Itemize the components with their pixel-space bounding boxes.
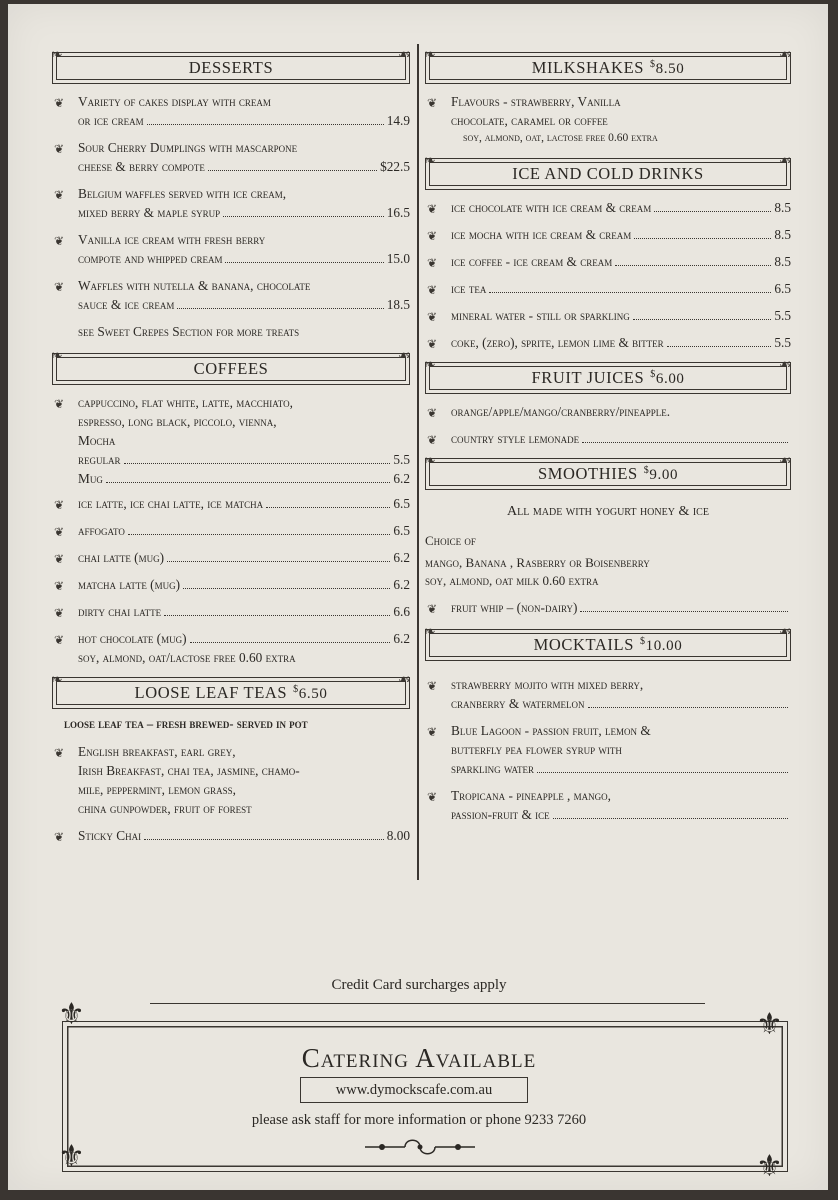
dessert-line: compote and whipped cream: [78, 251, 223, 266]
leaf-icon: ❦: [54, 142, 65, 156]
scroll-ornament-icon: ❧: [424, 48, 437, 63]
coffee-item: [52, 629, 410, 667]
leaf-icon: ❦: [427, 602, 438, 616]
dessert-price: 18.5: [386, 297, 410, 312]
cold-drink-name: ice chocolate with ice cream & cream: [451, 200, 652, 215]
tea-item: [52, 826, 410, 845]
cold-drink-price: 5.5: [774, 308, 791, 323]
cold-drink-item: [425, 279, 791, 298]
leaf-icon: ❦: [54, 746, 65, 760]
leaf-icon: ❦: [54, 96, 65, 110]
cold-drink-item: [425, 252, 791, 271]
dessert-price: 15.0: [386, 251, 410, 266]
tea-item: [52, 742, 410, 818]
juice-name: orange/apple/mango/cranberry/pineapple.: [451, 404, 671, 419]
cold-drink-item: [425, 306, 791, 325]
cold-drink-price: 6.5: [774, 281, 791, 296]
mocktails-title: MOCKTAILS: [533, 635, 634, 654]
tea-price: 8.00: [386, 828, 410, 843]
dessert-line: Vanilla ice cream with fresh berry: [78, 232, 266, 247]
desserts-title: DESSERTS: [188, 58, 274, 77]
fleur-de-lis-icon: ⚜: [756, 1150, 783, 1183]
coffee-name: affogato: [78, 523, 125, 538]
scroll-ornament-icon: ❧: [51, 349, 64, 364]
mocktail-line: strawberry mojito with mixed berry,: [451, 677, 644, 692]
leaf-icon: ❦: [427, 725, 438, 739]
mocktail-line: Blue Lagoon - passion fruit, lemon &: [451, 723, 651, 738]
dessert-price: 14.9: [386, 113, 410, 128]
scroll-ornament-icon: ❧: [51, 673, 64, 688]
tea-name: Sticky Chai: [78, 828, 142, 843]
teas-price: $6.50: [293, 683, 328, 702]
coffee-price: 5.5: [393, 452, 410, 467]
coffee-main-item: [52, 393, 410, 488]
coffee-price: 6.6: [393, 604, 410, 619]
coffees-header: [51, 349, 411, 385]
tea-line: Irish Breakfast, chai tea, jasmine, chamo-: [78, 763, 300, 778]
mocktail-line: passion-fruit & ice: [451, 807, 550, 822]
dessert-item: [52, 230, 410, 268]
fleur-de-lis-icon: ⚜: [58, 998, 85, 1031]
coffee-price: 6.2: [393, 577, 410, 592]
leaf-icon: ❦: [427, 406, 438, 420]
cold-drink-price: 8.5: [774, 200, 791, 215]
right-column: [424, 48, 792, 832]
leaf-icon: ❦: [54, 498, 65, 512]
coffee-price: 6.5: [393, 496, 410, 511]
scroll-ornament-icon: ☙: [778, 154, 792, 169]
cold-drink-name: mineral water - still or sparkling: [451, 308, 630, 323]
smoothies-choice: Choice of: [425, 533, 476, 548]
cold-drink-item: [425, 225, 791, 244]
dessert-line: Waffles with nutella & banana, chocolate: [78, 278, 311, 293]
leaf-icon: ❦: [54, 606, 65, 620]
leaf-icon: ❦: [427, 679, 438, 693]
dessert-line: Belgium waffles served with ice cream,: [78, 186, 287, 201]
coffee-line: espresso, long black, piccolo, vienna,: [78, 414, 277, 429]
scroll-ornament-icon: ❧: [424, 625, 437, 640]
leaf-icon: ❦: [427, 96, 438, 110]
cold-drink-item: [425, 198, 791, 217]
dessert-line: mixed berry & maple syrup: [78, 205, 221, 220]
leaf-icon: ❦: [427, 433, 438, 447]
coffee-item: [52, 521, 410, 540]
coffee-price: 6.2: [393, 631, 410, 646]
leaf-icon: ❦: [54, 234, 65, 248]
coffee-item: [52, 548, 410, 567]
teas-header: [51, 673, 411, 709]
desserts-header: [51, 48, 411, 84]
coffee-item: [52, 602, 410, 621]
milkshakes-header: [424, 48, 792, 84]
leaf-icon: ❦: [427, 256, 438, 270]
leaf-icon: ❦: [54, 188, 65, 202]
scroll-ornament-icon: ☙: [778, 454, 792, 469]
smoothie-item: [425, 598, 791, 617]
leaf-icon: ❦: [427, 283, 438, 297]
dessert-price: 16.5: [386, 205, 410, 220]
leaf-icon: ❦: [427, 229, 438, 243]
dessert-line: Variety of cakes display with cream: [78, 94, 271, 109]
mocktails-price: $10.00: [639, 635, 683, 654]
footer-rule: [150, 1003, 705, 1004]
juice-name: country style lemonade: [451, 431, 580, 446]
cold-drink-name: coke, (zero), sprite, lemon lime & bitter: [451, 335, 664, 350]
coffee-name: dirty chai latte: [78, 604, 162, 619]
mocktail-line: butterfly pea flower syrup with: [451, 742, 622, 757]
coffee-milk-note: soy, almond, oat/lactose free 0.60 extra: [78, 650, 296, 665]
tea-line: English breakfast, earl grey,: [78, 744, 236, 759]
cold-drink-price: 5.5: [774, 335, 791, 350]
smoothies-intro: All made with yogurt honey & ice: [507, 504, 709, 519]
mocktail-line: Tropicana - pineapple , mango,: [451, 788, 612, 803]
milkshake-milk-note: soy, almond, oat, lactose free 0.60 extra: [463, 132, 658, 144]
juices-title: FRUIT JUICES: [531, 368, 645, 387]
smoothies-header: [424, 454, 792, 490]
scroll-ornament-icon: ❧: [51, 48, 64, 63]
dessert-line: cheese & berry compote: [78, 159, 205, 174]
scroll-ornament-icon: ☙: [397, 48, 411, 63]
scroll-ornament-icon: ☙: [778, 358, 792, 373]
leaf-icon: ❦: [54, 579, 65, 593]
coffee-name: hot chocolate (mug): [78, 631, 187, 646]
mocktail-line: cranberry & watermelon: [451, 696, 585, 711]
milkshake-line: Flavours - strawberry, Vanilla: [451, 94, 621, 109]
juice-item: [425, 429, 791, 448]
leaf-icon: ❦: [54, 830, 65, 844]
mocktail-item: [425, 786, 791, 824]
cold-drink-name: ice tea: [451, 281, 487, 296]
coffee-item: [52, 494, 410, 513]
juices-header: [424, 358, 792, 394]
smoothies-milk-note: soy, almond, oat milk 0.60 extra: [425, 573, 599, 588]
cold-drink-price: 8.5: [774, 254, 791, 269]
scroll-ornament-icon: ☙: [397, 673, 411, 688]
cold-drink-item: [425, 333, 791, 352]
dessert-item: [52, 276, 410, 314]
smoothie-name: fruit whip – (non-dairy): [451, 600, 578, 615]
coffee-item: [52, 575, 410, 594]
coffee-size-label: regular: [78, 452, 121, 467]
smoothies-price: $9.00: [643, 464, 679, 483]
coffee-line: cappuccino, flat white, latte, macchiato,: [78, 395, 293, 410]
milkshakes-price: $8.50: [650, 58, 685, 77]
catering-info: please ask staff for more information or phone 9233 7260: [251, 1112, 587, 1128]
dessert-price: $22.5: [380, 159, 410, 174]
dessert-item: [52, 92, 410, 130]
coffee-size-label: Mug: [78, 471, 103, 486]
mocktails-header: [424, 625, 792, 661]
leaf-icon: ❦: [54, 397, 65, 411]
coffee-line: Mocha: [78, 433, 116, 448]
milkshake-line: chocolate, caramel or coffee: [451, 113, 608, 128]
leaf-icon: ❦: [54, 552, 65, 566]
fleur-de-lis-icon: ⚜: [756, 1008, 783, 1041]
leaf-icon: ❦: [427, 310, 438, 324]
dessert-item: [52, 138, 410, 176]
website-url[interactable]: www.dymockscafe.com.au: [300, 1077, 528, 1103]
milkshakes-title: MILKSHAKES: [531, 58, 645, 77]
catering-title: Catering Available: [301, 1043, 537, 1073]
smoothies-flavours: mango, Banana , Rasberry or Boisenberry: [425, 555, 650, 570]
teas-subtitle: loose leaf tea – fresh brewed- served in pot: [64, 717, 308, 731]
coffee-name: matcha latte (mug): [78, 577, 181, 592]
coffee-price: 6.5: [393, 523, 410, 538]
cold-drinks-header: [424, 154, 792, 190]
dessert-line: or ice cream: [78, 113, 144, 128]
leaf-icon: ❦: [427, 337, 438, 351]
juices-price: $6.00: [650, 368, 685, 387]
cold-drinks-title: ICE AND COLD DRINKS: [512, 164, 704, 183]
leaf-icon: ❦: [54, 280, 65, 294]
juice-item: [425, 402, 791, 421]
tea-line: china gunpowder, fruit of forest: [78, 801, 252, 816]
coffee-name: ice latte, ice chai latte, ice matcha: [78, 496, 264, 511]
tea-line: mile, peppermint, lemon grass,: [78, 782, 236, 797]
mocktail-item: [425, 721, 791, 778]
left-column: [51, 48, 411, 853]
mocktail-item: [425, 675, 791, 713]
surcharge-note: Credit Card surcharges apply: [331, 977, 507, 993]
smoothies-title: SMOOTHIES: [537, 464, 638, 483]
scroll-ornament-icon: ❧: [424, 454, 437, 469]
scroll-ornament-icon: ❧: [424, 358, 437, 373]
coffee-name: chai latte (mug): [78, 550, 164, 565]
leaf-icon: ❦: [54, 525, 65, 539]
fleur-de-lis-icon: ⚜: [58, 1140, 85, 1173]
desserts-note: see Sweet Crepes Section for more treats: [78, 324, 300, 339]
scroll-ornament-icon: ☙: [778, 48, 792, 63]
scroll-ornament-icon: ☙: [778, 625, 792, 640]
mocktail-line: sparkling water: [451, 761, 535, 776]
cold-drink-price: 8.5: [774, 227, 791, 242]
leaf-icon: ❦: [54, 633, 65, 647]
swirl-ornament-icon: [360, 1134, 480, 1160]
cold-drink-name: ice coffee - ice cream & cream: [451, 254, 613, 269]
coffee-price: 6.2: [393, 550, 410, 565]
leaf-icon: ❦: [427, 790, 438, 804]
scroll-ornament-icon: ☙: [397, 349, 411, 364]
scroll-ornament-icon: ❧: [424, 154, 437, 169]
dessert-line: Sour Cherry Dumplings with mascarpone: [78, 140, 298, 155]
cold-drink-name: ice mocha with ice cream & cream: [451, 227, 632, 242]
dessert-item: [52, 184, 410, 222]
teas-title: LOOSE LEAF TEAS: [134, 683, 288, 702]
column-divider: [417, 44, 419, 880]
dessert-line: sauce & ice cream: [78, 297, 175, 312]
coffee-price: 6.2: [393, 471, 410, 486]
leaf-icon: ❦: [427, 202, 438, 216]
milkshake-item: [425, 92, 791, 146]
coffees-title: COFFEES: [193, 359, 269, 378]
